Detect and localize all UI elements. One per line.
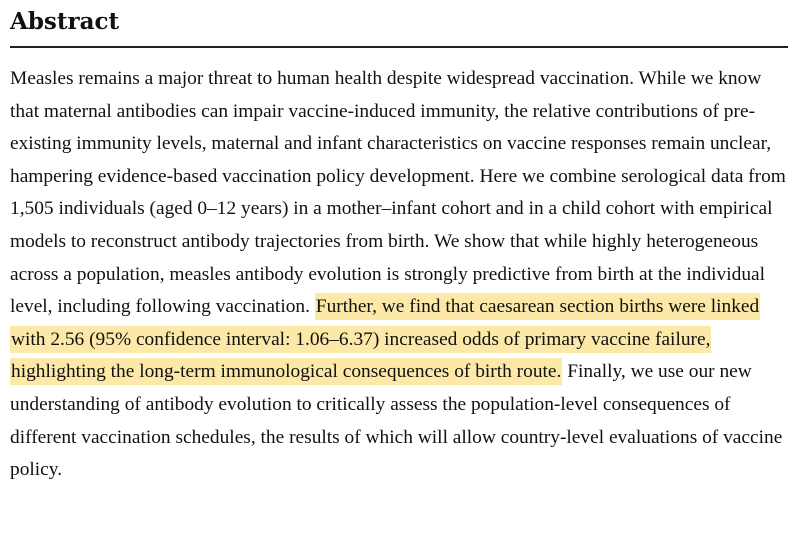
heading-divider: [10, 46, 788, 48]
abstract-section: [10, 0, 790, 487]
abstract-paragraph: [10, 63, 790, 487]
highlighted-sentence[interactable]: Further, we find that caesarean section births were linked with 2.56 (95% confidence interval: 1.06–6.37) increased odds of primary vaccine failure, highlighting the long-term immunological consequences of birth route.: [10, 293, 760, 385]
abstract-text-before: Measles remains a major threat to human health despite widespread vaccination. While we know that maternal antibodies can impair vaccine-induced immunity, the relative contributions of pre-existing immunity levels, maternal and infant characteristics on vaccine responses remain unclear, hampering evidence-based vaccination policy development. Here we combine serological data from 1,505 individuals (aged 0–12 years) in a mother–infant cohort and in a child cohort with empirical models to reconstruct antibody trajectories from birth. We show that while highly heterogeneous across a population, measles antibody evolution is strongly predictive from birth at the individual level, including following vaccination.: [10, 68, 786, 318]
abstract-heading: Abstract: [10, 8, 120, 35]
abstract-text-after: Finally, we use our new understanding of antibody evolution to critically assess the population-level consequences of different vaccination schedules, the results of which will allow country-level evaluations of vaccine policy.: [10, 361, 783, 481]
